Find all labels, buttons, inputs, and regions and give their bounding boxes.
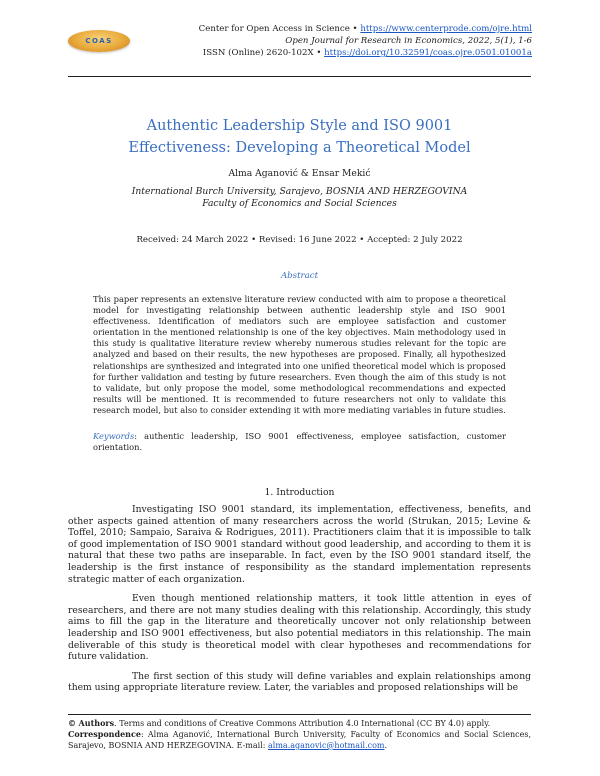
header-line-3: ISSN (Online) 2620-102X • https://doi.org/10.32591/coas.ojre.0501.01001a [202,48,532,58]
section-heading-introduction: 1. Introduction [264,487,335,498]
abstract-heading: Abstract [280,271,319,281]
paper-authors: Alma Aganović & Ensar Mekić [228,168,371,179]
publication-dates: Received: 24 March 2022 • Revised: 16 June 2022 • Accepted: 2 July 2022 [136,235,463,245]
body-paragraph: Even though mentioned relationship matters, it took little attention in eyes of researchers, and there are not many studies dealing with this relationship. Accordingly, this study aims to fill the gap in the literature and theoretically uncover not only relationship between leadership and ISO 9001 effectiveness, but also potential mediators in this relationship. The main deliverable of this study is theoretical model with clear hypotheses and recommendations for future validation. [68,593,531,663]
logo-text: COAS [85,37,113,45]
header-line-1: Center for Open Access in Science • https://www.centerprode.com/ojre.html [198,24,532,34]
title-line-1: Authentic Leadership Style and ISO 9001 [146,118,453,134]
keywords-text: : authentic leadership, ISO 9001 effectiveness, employee satisfaction, customer orientation. [93,431,506,453]
footer-divider [68,714,531,715]
journal-header [152,23,532,59]
title-line-2: Effectiveness: Developing a Theoretical Model [128,140,471,156]
page-footer [68,718,531,751]
paper-title [68,115,531,159]
journal-link[interactable]: https://www.centerprode.com/ojre.html [360,24,532,34]
doi-link[interactable]: https://doi.org/10.32591/coas.ojre.0501.01001a [324,48,532,58]
coas-logo [68,30,130,52]
author-affiliation: International Burch University, Sarajevo, BOSNIA AND HERZEGOVINA Faculty of Economics and Social Sciences [131,186,468,209]
keywords [93,431,506,453]
email-link[interactable]: alma.aganovic@hotmail.com [268,740,385,750]
correspondence-line: Correspondence: Alma Aganović, International Burch University, Faculty of Economics and Social Sciences, Sarajevo, BOSNIA AND HERZEGOVINA. E-mail: alma.aganovic@hotmail.com. [68,729,531,750]
body-paragraph: The first section of this study will define variables and explain relationships among them using appropriate literature review. Later, the variables and proposed relationships will be [68,670,531,694]
license-line: © Authors. Terms and conditions of Creative Commons Attribution 4.0 International (CC BY 4.0) apply. [68,718,491,728]
header-line-2: Open Journal for Research in Economics, 2022, 5(1), 1-6 [285,36,532,46]
body-paragraph: Investigating ISO 9001 standard, its implementation, effectiveness, benefits, and other aspects gained attention of many researchers across the world (Strukan, 2015; Levine & Toffel, 2010; Sampaio, Saraiva & Rodrigues, 2011). Practitioners claim that it is impossible to talk of good implementation of ISO 9001 standard without good leadership, and according to them it is natural that these two paths are inseparable. In fact, even by the ISO 9001 standard itself, the leadership is the first instance of responsibility as the standard implementation represents strategic matter of each organization. [68,504,531,585]
authors-label: Authors [78,718,115,728]
introduction-body [68,504,531,694]
correspondence-label: Correspondence [68,729,141,740]
abstract-text: This paper represents an extensive literature review conducted with aim to propose a theoretical model for investigating relationship between authentic leadership style and ISO 9001 effectiveness. Identification of mediators such are employee satisfaction and customer orientation in the mentioned relationship is one of the key objectives. Main methodology used in this study is qualitative literature review whereby numerous studies relevant for the topic are analyzed and based on their results, the new hypotheses are proposed. Finally, all hypothesized relationships are synthesized and integrated into one unified theoretical model which is proposed for further validation and testing by future researchers. Even though the aim of this study is not to validate, but only propose the model, some methodological recommendations and expected results will be mentioned. It is recommended to future researchers not only to validate this research model, but also to consider extending it with more mediating variables in future studies. [93,294,506,415]
header-divider [68,76,531,77]
keywords-label: Keywords [93,431,135,441]
